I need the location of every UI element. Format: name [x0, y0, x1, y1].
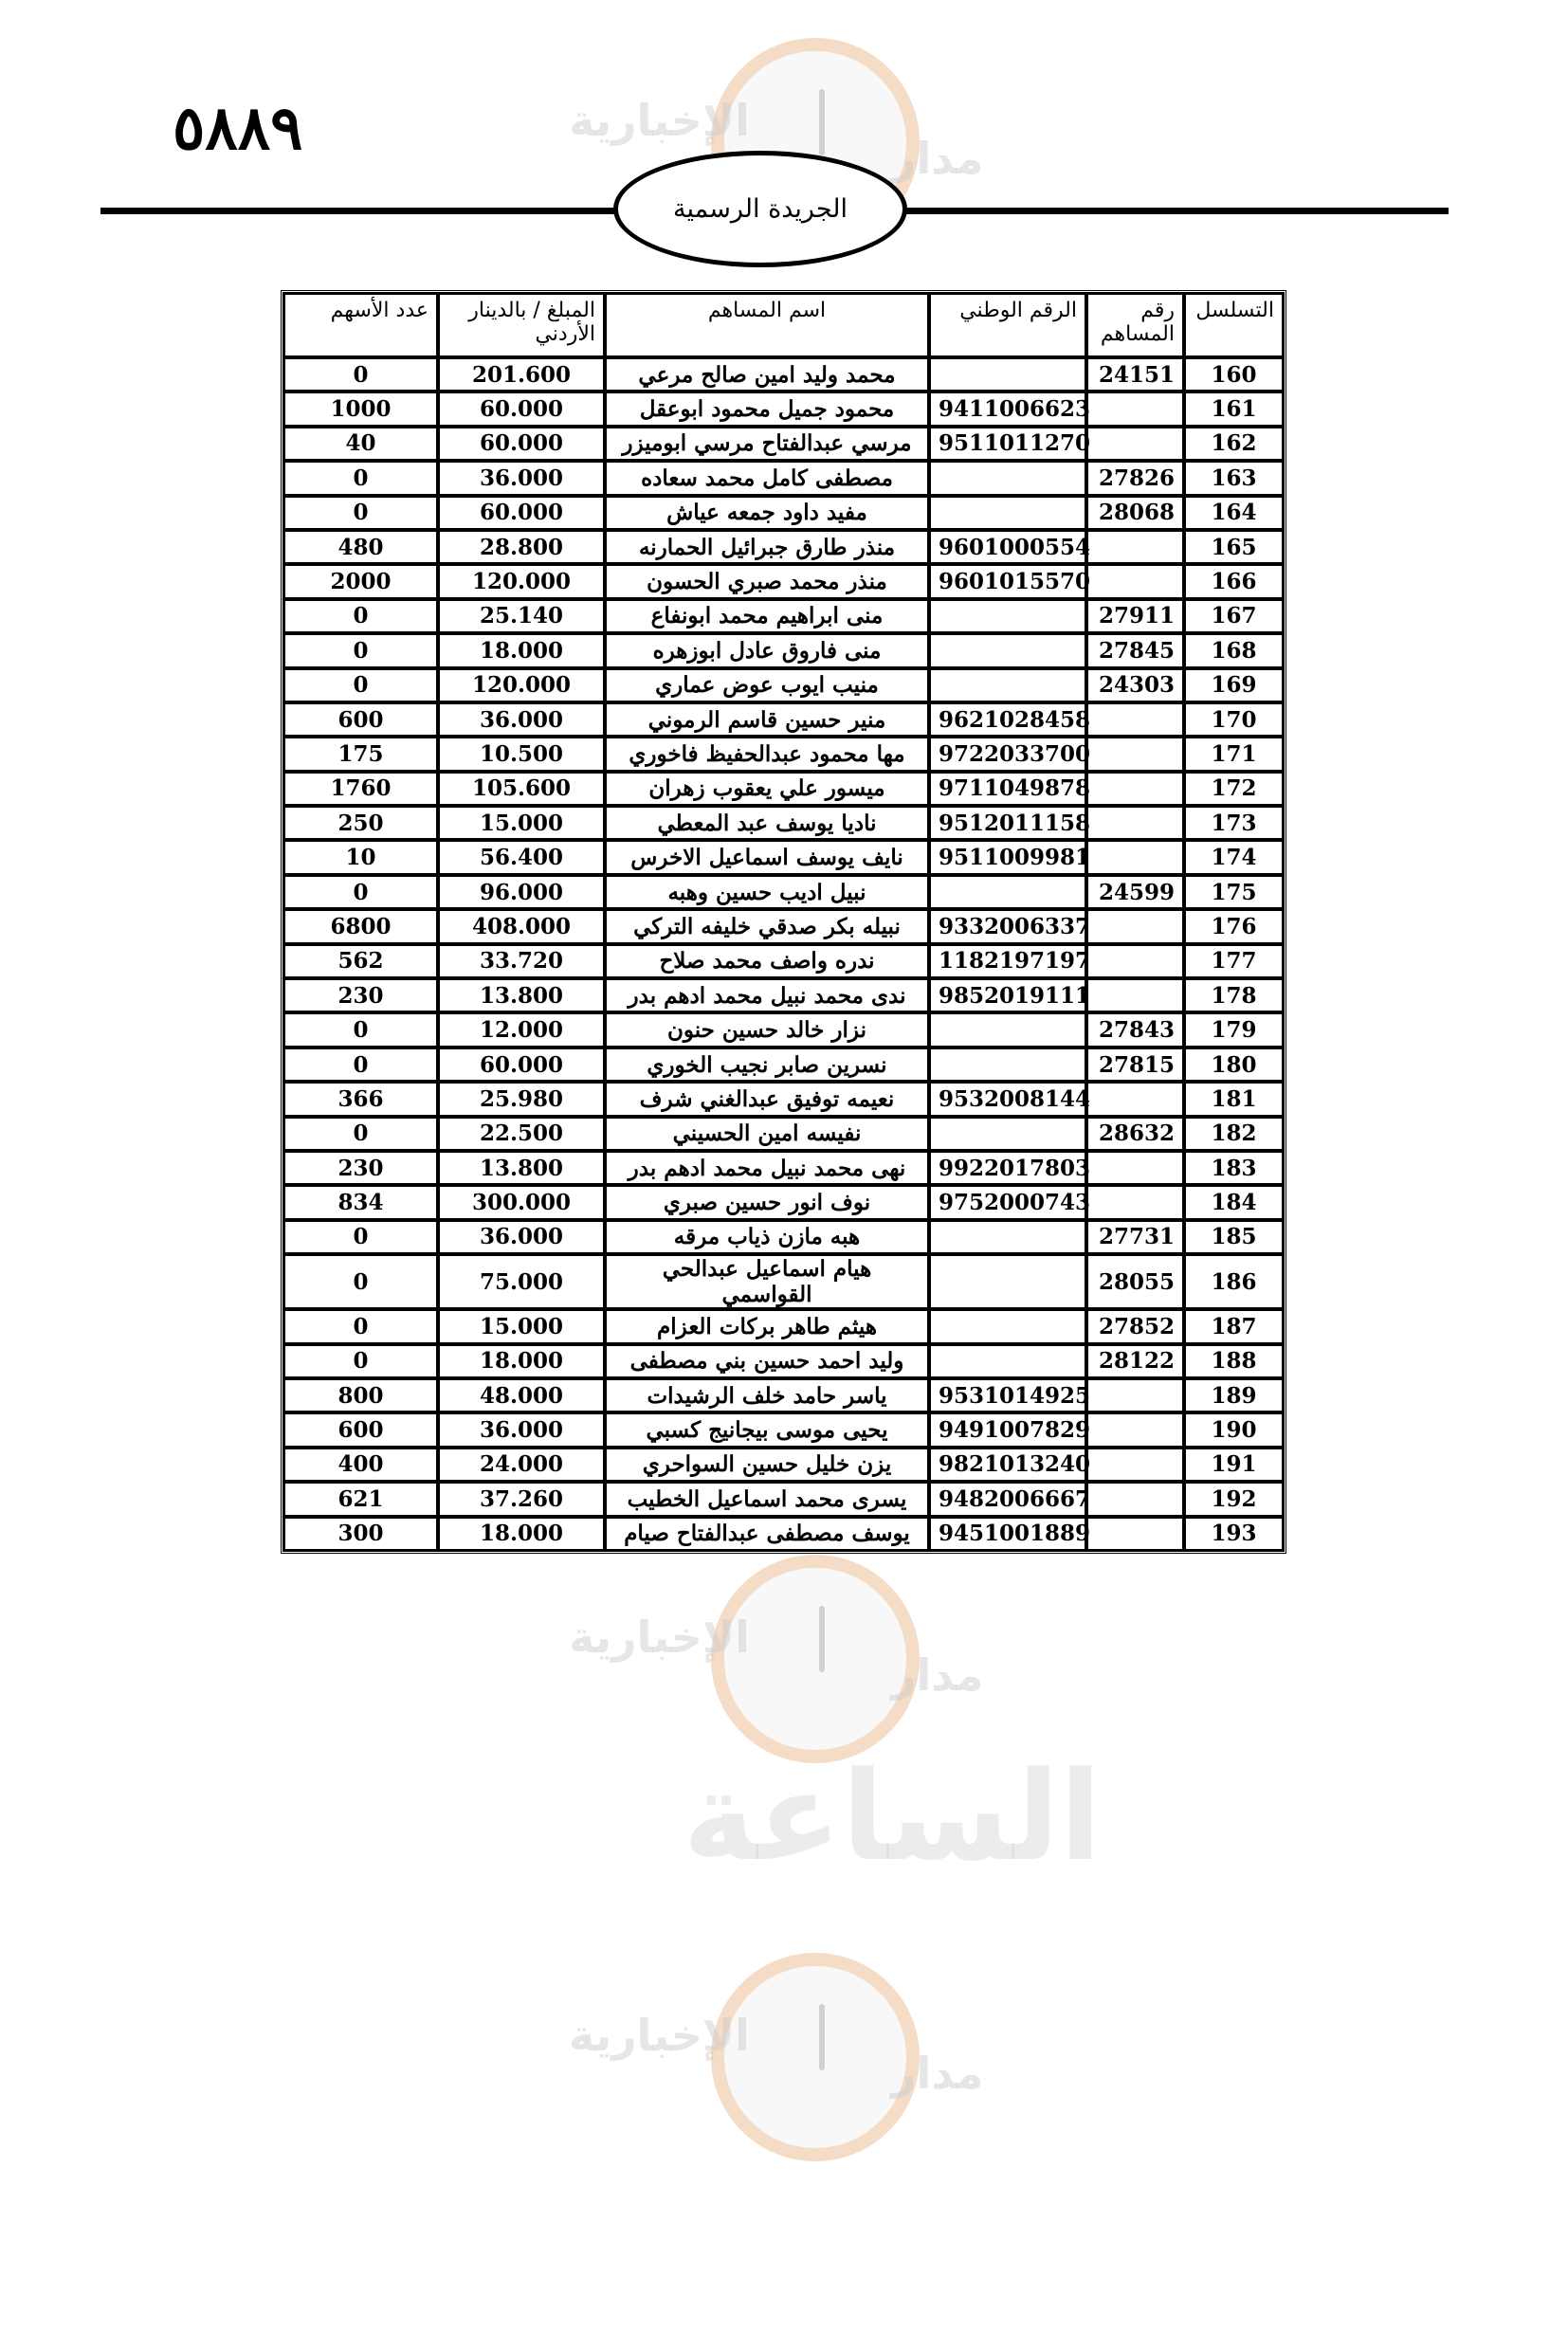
cell-amount: 120.000 [438, 564, 605, 598]
cell-amount: 24.000 [438, 1448, 605, 1482]
cell-serial: 162 [1184, 427, 1284, 461]
cell-amount: 408.000 [438, 909, 605, 943]
cell-serial: 170 [1184, 702, 1284, 737]
cell-amount: 15.000 [438, 1309, 605, 1343]
cell-national-id: 9711049878 [929, 772, 1086, 806]
cell-name: نزار خالد حسين حنون [605, 1012, 929, 1047]
cell-national-id: 9532008144 [929, 1082, 1086, 1116]
cell-national-id [929, 1344, 1086, 1378]
cell-name: نايف يوسف اسماعيل الاخرس [605, 840, 929, 874]
cell-serial: 171 [1184, 737, 1284, 771]
table-row [283, 1048, 1284, 1082]
cell-serial: 181 [1184, 1082, 1284, 1116]
cell-shares: 800 [283, 1378, 438, 1412]
table-row [283, 1012, 1284, 1047]
header-title-oval [613, 151, 907, 267]
header-serial: التسلسل [1184, 293, 1284, 357]
cell-amount: 48.000 [438, 1378, 605, 1412]
cell-shares: 1000 [283, 392, 438, 426]
cell-name: هبه مازن ذياب مرقه [605, 1220, 929, 1254]
table-row [283, 564, 1284, 598]
cell-national-id [929, 875, 1086, 909]
cell-member-no: 27731 [1086, 1220, 1184, 1254]
cell-name: مرسي عبدالفتاح مرسي ابوميزر [605, 427, 929, 461]
cell-shares: 0 [283, 1012, 438, 1047]
cell-amount: 105.600 [438, 772, 605, 806]
cell-national-id: 9511011270 [929, 427, 1086, 461]
cell-amount: 300.000 [438, 1185, 605, 1219]
cell-amount: 13.800 [438, 978, 605, 1012]
cell-amount: 36.000 [438, 1412, 605, 1447]
table-header-row [283, 293, 1284, 357]
cell-amount: 60.000 [438, 392, 605, 426]
cell-shares: 621 [283, 1482, 438, 1516]
cell-name: يوسف مصطفى عبدالفتاح صيام [605, 1517, 929, 1551]
cell-amount: 60.000 [438, 427, 605, 461]
cell-name: مفيد داود جمعه عياش [605, 496, 929, 530]
cell-shares: 600 [283, 702, 438, 737]
cell-national-id: 9332006337 [929, 909, 1086, 943]
cell-member-no: 27815 [1086, 1048, 1184, 1082]
table-row [283, 668, 1284, 702]
cell-serial: 183 [1184, 1151, 1284, 1185]
cell-member-no [1086, 1185, 1184, 1219]
cell-amount: 28.800 [438, 530, 605, 564]
table-row [283, 633, 1284, 667]
cell-name: محمد وليد امين صالح مرعي [605, 357, 929, 392]
cell-name: ندى محمد نبيل محمد ادهم بدر [605, 978, 929, 1012]
cell-shares: 0 [283, 496, 438, 530]
cell-shares: 366 [283, 1082, 438, 1116]
cell-amount: 18.000 [438, 633, 605, 667]
cell-name: منيب ايوب عوض عماري [605, 668, 929, 702]
cell-national-id [929, 633, 1086, 667]
table-row [283, 875, 1284, 909]
cell-amount: 201.600 [438, 357, 605, 392]
cell-name: نهى محمد نبيل محمد ادهم بدر [605, 1151, 929, 1185]
cell-serial: 172 [1184, 772, 1284, 806]
cell-shares: 175 [283, 737, 438, 771]
header-member-no: رقم المساهم [1086, 293, 1184, 357]
table-row [283, 496, 1284, 530]
table-row [283, 1117, 1284, 1151]
cell-member-no [1086, 1378, 1184, 1412]
cell-serial: 186 [1184, 1254, 1284, 1309]
table-row [283, 1448, 1284, 1482]
table-row [283, 1412, 1284, 1447]
cell-name: يزن خليل حسين السواحري [605, 1448, 929, 1482]
cell-member-no: 28055 [1086, 1254, 1184, 1309]
cell-serial: 164 [1184, 496, 1284, 530]
cell-member-no: 28632 [1086, 1117, 1184, 1151]
cell-national-id [929, 668, 1086, 702]
cell-member-no [1086, 702, 1184, 737]
cell-serial: 168 [1184, 633, 1284, 667]
cell-member-no: 28068 [1086, 496, 1184, 530]
header-name: اسم المساهم [605, 293, 929, 357]
cell-amount: 13.800 [438, 1151, 605, 1185]
cell-member-no: 28122 [1086, 1344, 1184, 1378]
cell-shares: 0 [283, 357, 438, 392]
cell-national-id: 9411006623 [929, 392, 1086, 426]
cell-name: هيام اسماعيل عبدالحي القواسمي [605, 1254, 929, 1309]
cell-national-id: 9531014925 [929, 1378, 1086, 1412]
cell-serial: 167 [1184, 599, 1284, 633]
cell-serial: 192 [1184, 1482, 1284, 1516]
header-amount: المبلغ / بالدينار الأردني [438, 293, 605, 357]
cell-amount: 37.260 [438, 1482, 605, 1516]
table-row [283, 1151, 1284, 1185]
table-row [283, 599, 1284, 633]
cell-name: نفيسه امين الحسيني [605, 1117, 929, 1151]
cell-amount: 120.000 [438, 668, 605, 702]
cell-amount: 33.720 [438, 944, 605, 978]
cell-name: وليد احمد حسين بني مصطفى [605, 1344, 929, 1378]
cell-member-no [1086, 564, 1184, 598]
table-row [283, 1482, 1284, 1516]
cell-member-no: 27845 [1086, 633, 1184, 667]
cell-national-id [929, 599, 1086, 633]
cell-shares: 2000 [283, 564, 438, 598]
cell-name: مصطفى كامل محمد سعاده [605, 461, 929, 495]
cell-amount: 56.400 [438, 840, 605, 874]
cell-national-id: 9821013240 [929, 1448, 1086, 1482]
cell-shares: 562 [283, 944, 438, 978]
cell-serial: 187 [1184, 1309, 1284, 1343]
cell-shares: 0 [283, 599, 438, 633]
cell-name: نوف انور حسين صبري [605, 1185, 929, 1219]
cell-serial: 165 [1184, 530, 1284, 564]
cell-name: نبيله بكر صدقي خليفه التركي [605, 909, 929, 943]
cell-serial: 184 [1184, 1185, 1284, 1219]
cell-name: ميسور علي يعقوب زهران [605, 772, 929, 806]
cell-serial: 166 [1184, 564, 1284, 598]
watermark-prefix: مدار [891, 1649, 984, 1701]
cell-national-id: 9752000743 [929, 1185, 1086, 1219]
header-national-id: الرقم الوطني [929, 293, 1086, 357]
cell-shares: 10 [283, 840, 438, 874]
cell-national-id: 9511009981 [929, 840, 1086, 874]
page-number: ٥٨٨٩ [173, 93, 303, 164]
cell-national-id: 9922017803 [929, 1151, 1086, 1185]
cell-amount: 60.000 [438, 1048, 605, 1082]
cell-member-no [1086, 944, 1184, 978]
cell-shares: 0 [283, 1309, 438, 1343]
cell-shares: 0 [283, 875, 438, 909]
cell-national-id: 9482006667 [929, 1482, 1086, 1516]
cell-shares: 300 [283, 1517, 438, 1551]
watermark-suffix: الإخبارية [569, 1612, 750, 1663]
cell-shares: 480 [283, 530, 438, 564]
header-shares: عدد الأسهم [283, 293, 438, 357]
cell-name: منذر محمد صبري الحسون [605, 564, 929, 598]
cell-national-id: 9601015570 [929, 564, 1086, 598]
cell-name: منذر طارق جبرائيل الحمارنه [605, 530, 929, 564]
cell-amount: 75.000 [438, 1254, 605, 1309]
cell-national-id [929, 1117, 1086, 1151]
cell-national-id: 9451001889 [929, 1517, 1086, 1551]
cell-serial: 182 [1184, 1117, 1284, 1151]
table-row [283, 1344, 1284, 1378]
cell-member-no: 24599 [1086, 875, 1184, 909]
cell-amount: 12.000 [438, 1012, 605, 1047]
cell-national-id: 9722033700 [929, 737, 1086, 771]
cell-member-no [1086, 840, 1184, 874]
table-row [283, 1220, 1284, 1254]
cell-shares: 250 [283, 806, 438, 840]
table-row [283, 357, 1284, 392]
cell-member-no [1086, 1448, 1184, 1482]
watermark-prefix: مدار [891, 133, 984, 184]
cell-shares: 230 [283, 1151, 438, 1185]
cell-national-id [929, 357, 1086, 392]
watermark-suffix: الإخبارية [569, 2010, 750, 2061]
cell-national-id: 1182197197 [929, 944, 1086, 978]
cell-member-no: 27852 [1086, 1309, 1184, 1343]
cell-amount: 25.980 [438, 1082, 605, 1116]
cell-member-no [1086, 1482, 1184, 1516]
cell-amount: 22.500 [438, 1117, 605, 1151]
cell-member-no [1086, 392, 1184, 426]
cell-shares: 834 [283, 1185, 438, 1219]
cell-serial: 178 [1184, 978, 1284, 1012]
cell-amount: 18.000 [438, 1517, 605, 1551]
cell-member-no: 27826 [1086, 461, 1184, 495]
watermark-prefix: مدار [891, 2048, 984, 2099]
cell-member-no [1086, 806, 1184, 840]
cell-shares: 400 [283, 1448, 438, 1482]
cell-member-no [1086, 737, 1184, 771]
cell-national-id: 9512011158 [929, 806, 1086, 840]
cell-shares: 0 [283, 1220, 438, 1254]
watermark-mid [569, 1555, 1103, 1934]
cell-serial: 185 [1184, 1220, 1284, 1254]
table-row [283, 461, 1284, 495]
cell-national-id: 9491007829 [929, 1412, 1086, 1447]
cell-serial: 189 [1184, 1378, 1284, 1412]
cell-national-id [929, 1309, 1086, 1343]
cell-national-id [929, 1048, 1086, 1082]
cell-serial: 175 [1184, 875, 1284, 909]
cell-serial: 174 [1184, 840, 1284, 874]
cell-name: نسرين صابر نجيب الخوري [605, 1048, 929, 1082]
cell-national-id [929, 1220, 1086, 1254]
cell-name: مها محمود عبدالحفيظ فاخوري [605, 737, 929, 771]
cell-serial: 163 [1184, 461, 1284, 495]
cell-member-no: 24151 [1086, 357, 1184, 392]
shareholders-table [281, 290, 1286, 1554]
cell-amount: 36.000 [438, 702, 605, 737]
table-row [283, 1517, 1284, 1551]
watermark-suffix: الإخبارية [569, 95, 750, 146]
cell-name: نعيمه توفيق عبدالغني شرف [605, 1082, 929, 1116]
cell-amount: 18.000 [438, 1344, 605, 1378]
cell-serial: 190 [1184, 1412, 1284, 1447]
cell-shares: 0 [283, 668, 438, 702]
cell-amount: 36.000 [438, 1220, 605, 1254]
table-body [283, 357, 1284, 1551]
cell-national-id [929, 1254, 1086, 1309]
cell-name: منى ابراهيم محمد ابونفاع [605, 599, 929, 633]
cell-name: ياسر حامد خلف الرشيدات [605, 1378, 929, 1412]
cell-serial: 191 [1184, 1448, 1284, 1482]
cell-name: محمود جميل محمود ابوعقل [605, 392, 929, 426]
cell-member-no [1086, 1517, 1184, 1551]
table-row [283, 840, 1284, 874]
page-title: الجريدة الرسمية [673, 194, 848, 224]
cell-serial: 177 [1184, 944, 1284, 978]
cell-member-no [1086, 1412, 1184, 1447]
cell-shares: 6800 [283, 909, 438, 943]
cell-serial: 179 [1184, 1012, 1284, 1047]
table-row [283, 978, 1284, 1012]
cell-name: ناديا يوسف عبد المعطي [605, 806, 929, 840]
cell-name: هيثم طاهر بركات العزام [605, 1309, 929, 1343]
cell-shares: 0 [283, 1117, 438, 1151]
table-row [283, 1254, 1284, 1309]
cell-member-no [1086, 530, 1184, 564]
cell-serial: 180 [1184, 1048, 1284, 1082]
cell-member-no [1086, 909, 1184, 943]
cell-name: منير حسين قاسم الرموني [605, 702, 929, 737]
table-row [283, 427, 1284, 461]
table-row [283, 1082, 1284, 1116]
cell-national-id [929, 1012, 1086, 1047]
cell-amount: 96.000 [438, 875, 605, 909]
cell-shares: 230 [283, 978, 438, 1012]
cell-member-no [1086, 427, 1184, 461]
cell-serial: 193 [1184, 1517, 1284, 1551]
table-row [283, 530, 1284, 564]
table-row [283, 909, 1284, 943]
cell-shares: 0 [283, 1254, 438, 1309]
cell-member-no [1086, 1151, 1184, 1185]
cell-shares: 0 [283, 633, 438, 667]
cell-national-id: 9621028458 [929, 702, 1086, 737]
table-row [283, 1378, 1284, 1412]
cell-serial: 161 [1184, 392, 1284, 426]
cell-serial: 176 [1184, 909, 1284, 943]
table-row [283, 737, 1284, 771]
cell-shares: 0 [283, 1048, 438, 1082]
clock-watermark-icon [711, 1555, 920, 1763]
cell-shares: 0 [283, 461, 438, 495]
cell-shares: 0 [283, 1344, 438, 1378]
cell-national-id: 9852019111 [929, 978, 1086, 1012]
cell-member-no: 27911 [1086, 599, 1184, 633]
table-row [283, 1309, 1284, 1343]
watermark-bottom [569, 1953, 986, 2332]
watermark-brand: الساعة [683, 1744, 1103, 1888]
table-row [283, 1185, 1284, 1219]
cell-member-no: 27843 [1086, 1012, 1184, 1047]
cell-national-id [929, 496, 1086, 530]
cell-amount: 10.500 [438, 737, 605, 771]
cell-national-id: 9601000554 [929, 530, 1086, 564]
cell-member-no [1086, 1082, 1184, 1116]
cell-amount: 15.000 [438, 806, 605, 840]
cell-national-id [929, 461, 1086, 495]
cell-member-no: 24303 [1086, 668, 1184, 702]
table-row [283, 702, 1284, 737]
cell-shares: 40 [283, 427, 438, 461]
cell-serial: 169 [1184, 668, 1284, 702]
cell-member-no [1086, 772, 1184, 806]
cell-name: ندره واصف محمد صلاح [605, 944, 929, 978]
clock-watermark-icon [711, 1953, 920, 2161]
cell-shares: 600 [283, 1412, 438, 1447]
cell-shares: 1760 [283, 772, 438, 806]
cell-name: منى فاروق عادل ابوزهره [605, 633, 929, 667]
cell-name: نبيل اديب حسين وهبه [605, 875, 929, 909]
cell-serial: 173 [1184, 806, 1284, 840]
cell-amount: 60.000 [438, 496, 605, 530]
cell-serial: 188 [1184, 1344, 1284, 1378]
table-row [283, 944, 1284, 978]
cell-name: يحيى موسى بيجانيج كسبي [605, 1412, 929, 1447]
table-row [283, 806, 1284, 840]
cell-amount: 25.140 [438, 599, 605, 633]
cell-amount: 36.000 [438, 461, 605, 495]
table-row [283, 772, 1284, 806]
table-row [283, 392, 1284, 426]
cell-serial: 160 [1184, 357, 1284, 392]
cell-member-no [1086, 978, 1184, 1012]
cell-name: يسرى محمد اسماعيل الخطيب [605, 1482, 929, 1516]
